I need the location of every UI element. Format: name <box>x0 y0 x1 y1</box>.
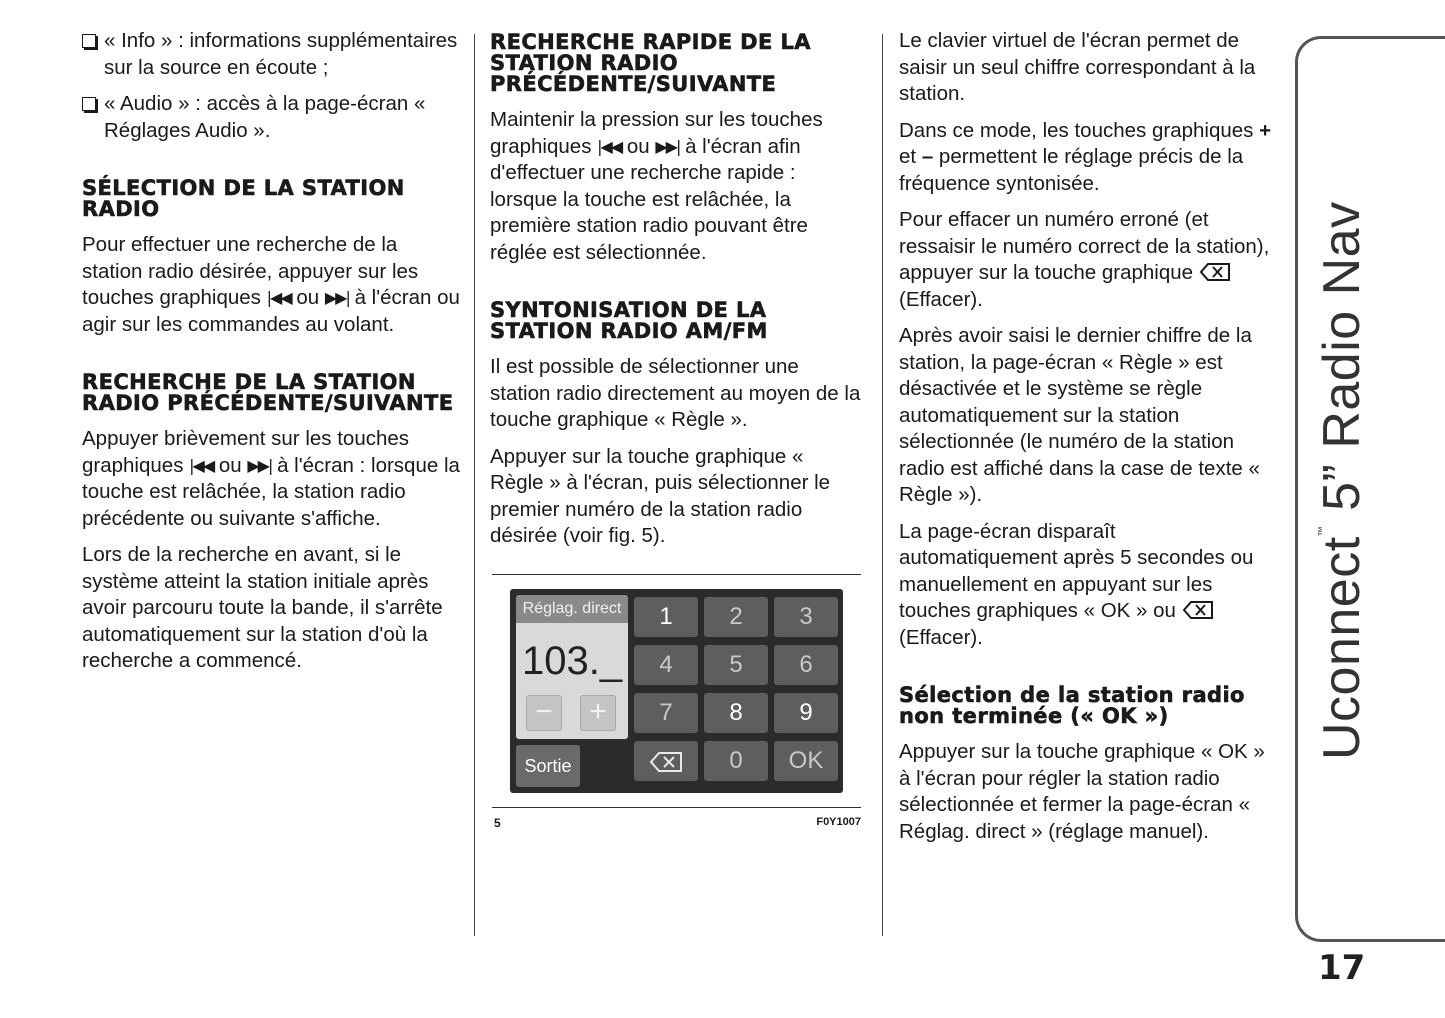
heading-recherche: RECHERCHE DE LA STATION RADIO PRÉCÉDENTE/SUIVANTE <box>82 370 454 415</box>
backspace-icon <box>1182 600 1214 620</box>
skip-next-icon: ▶▶| <box>655 136 680 156</box>
column-divider-left <box>474 34 475 936</box>
skip-previous-icon: |◀◀ <box>597 136 622 156</box>
paragraph-appuyer: Appuyer sur la touche graphique « Règle » à l'écran, puis sélectionner le premier numéro de la station radio désirée (voir fig. 5). <box>490 444 831 547</box>
ok-button[interactable]: OK <box>774 741 838 781</box>
plus-button[interactable]: + <box>580 695 616 731</box>
backspace-icon <box>1199 262 1231 282</box>
bullet-audio: « Audio » : accès à la page-écran « Réglages Audio ». <box>82 91 460 144</box>
paragraph-avant: Lors de la recherche en avant, si le système atteint la station initiale après avoir parcouru toute la bande, il s'arrête automatiquement sur la station d'où la recherche a commencé. <box>82 543 443 672</box>
heading-rapide: RECHERCHE RAPIDE DE LA STATION RADIO PRÉCÉDENTE/SUIVANTE <box>490 30 811 96</box>
key-5[interactable]: 5 <box>704 645 768 685</box>
paragraph-syntonisation: Il est possible de sélectionner une station radio directement au moyen de la touche graphique « Règle ». <box>490 355 861 431</box>
skip-next-icon: ▶▶| <box>324 288 349 307</box>
paragraph-rapide: Maintenir la pression sur les touches graphiques |◀◀ ou ▶▶| à l'écran afin d'effectuer une recherche rapide : lorsque la touche est relâchée, la première station radio pouvant être réglée est sélectionnée. <box>490 108 823 264</box>
bullet-info: « Info » : informations supplémentaires sur la source en écoute ; <box>82 28 460 81</box>
skip-next-icon: ▶▶| <box>247 455 272 475</box>
checkbox-bullet-icon <box>82 34 96 48</box>
key-6[interactable]: 6 <box>774 645 838 685</box>
key-2[interactable]: 2 <box>704 597 768 637</box>
key-0[interactable]: 0 <box>704 741 768 781</box>
paragraph-clavier: Le clavier virtuel de l'écran permet de saisir un seul chiffre correspondant à la station. <box>899 29 1256 105</box>
key-1[interactable]: 1 <box>634 597 698 637</box>
figure-direct-tuning <box>492 574 861 830</box>
checkbox-bullet-icon <box>82 97 96 111</box>
paragraph-recherche: Appuyer brièvement sur les touches graphiques |◀◀ ou ▶▶| à l'écran : lorsque la touche est relâchée, la station radio précédente ou suivante s'affiche. <box>82 427 460 530</box>
figure-top-rule <box>492 574 861 575</box>
page-number: 17 <box>1318 948 1366 988</box>
figure-bottom-rule <box>492 807 861 808</box>
paragraph-mode: Dans ce mode, les touches graphiques + et – permettent le réglage précis de la fréquence syntonisée. <box>899 118 1272 195</box>
paragraph-disparait: La page-écran disparaît automatiquement après 5 secondes ou manuellement en appuyant sur les touches graphiques « OK » ou (Effacer). <box>899 519 1254 649</box>
heading-syntonisation: SYNTONISATION DE LA STATION RADIO AM/FM <box>490 298 768 343</box>
skip-previous-icon: |◀◀ <box>266 288 291 307</box>
figure-number: 5 <box>494 816 501 830</box>
minus-button[interactable]: − <box>526 695 562 731</box>
key-8[interactable]: 8 <box>704 693 768 733</box>
heading-non-terminee: Sélection de la station radio non terminée (« OK ») <box>899 683 1245 728</box>
column-divider-right <box>882 34 883 936</box>
column-3 <box>899 28 1277 855</box>
sortie-button[interactable]: Sortie <box>516 745 580 787</box>
key-4[interactable]: 4 <box>634 645 698 685</box>
radio-screen <box>510 589 843 793</box>
paragraph-effacer: Pour effacer un numéro erroné (et ressaisir le numéro correct de la station), appuyer sur la touche graphique (Effacer). <box>899 208 1270 311</box>
heading-selection: SÉLECTION DE LA STATION RADIO <box>82 176 405 221</box>
key-7[interactable]: 7 <box>634 693 698 733</box>
paragraph-selection: Pour effectuer une recherche de la station radio désirée, appuyer sur les touches graphiques |◀◀ ou ▶▶| à l'écran ou agir sur les commandes au volant. <box>82 233 460 336</box>
skip-previous-icon: |◀◀ <box>189 455 214 475</box>
paragraph-ok: Appuyer sur la touche graphique « OK » à l'écran pour régler la station radio sélectionnée et fermer la page-écran « Réglag. direct » (réglage manuel). <box>899 740 1265 843</box>
key-9[interactable]: 9 <box>774 693 838 733</box>
chapter-title: Uconnect™ 5” Radio Nav <box>1313 201 1371 760</box>
key-3[interactable]: 3 <box>774 597 838 637</box>
column-2 <box>490 32 862 560</box>
frequency-display: 103._ <box>522 639 623 683</box>
column-1 <box>82 28 460 685</box>
frequency-panel <box>516 595 628 739</box>
backspace-icon <box>649 751 683 773</box>
backspace-button[interactable] <box>634 741 698 781</box>
paragraph-apres: Après avoir saisi le dernier chiffre de la station, la page-écran « Règle » est désactivée et le système se règle automatiquement sur la station sélectionnée (le numéro de la station radio est affiché dans la case de texte « Règle »). <box>899 324 1260 506</box>
figure-code: F0Y1007 <box>816 816 861 828</box>
panel-label: Réglag. direct <box>516 595 628 623</box>
